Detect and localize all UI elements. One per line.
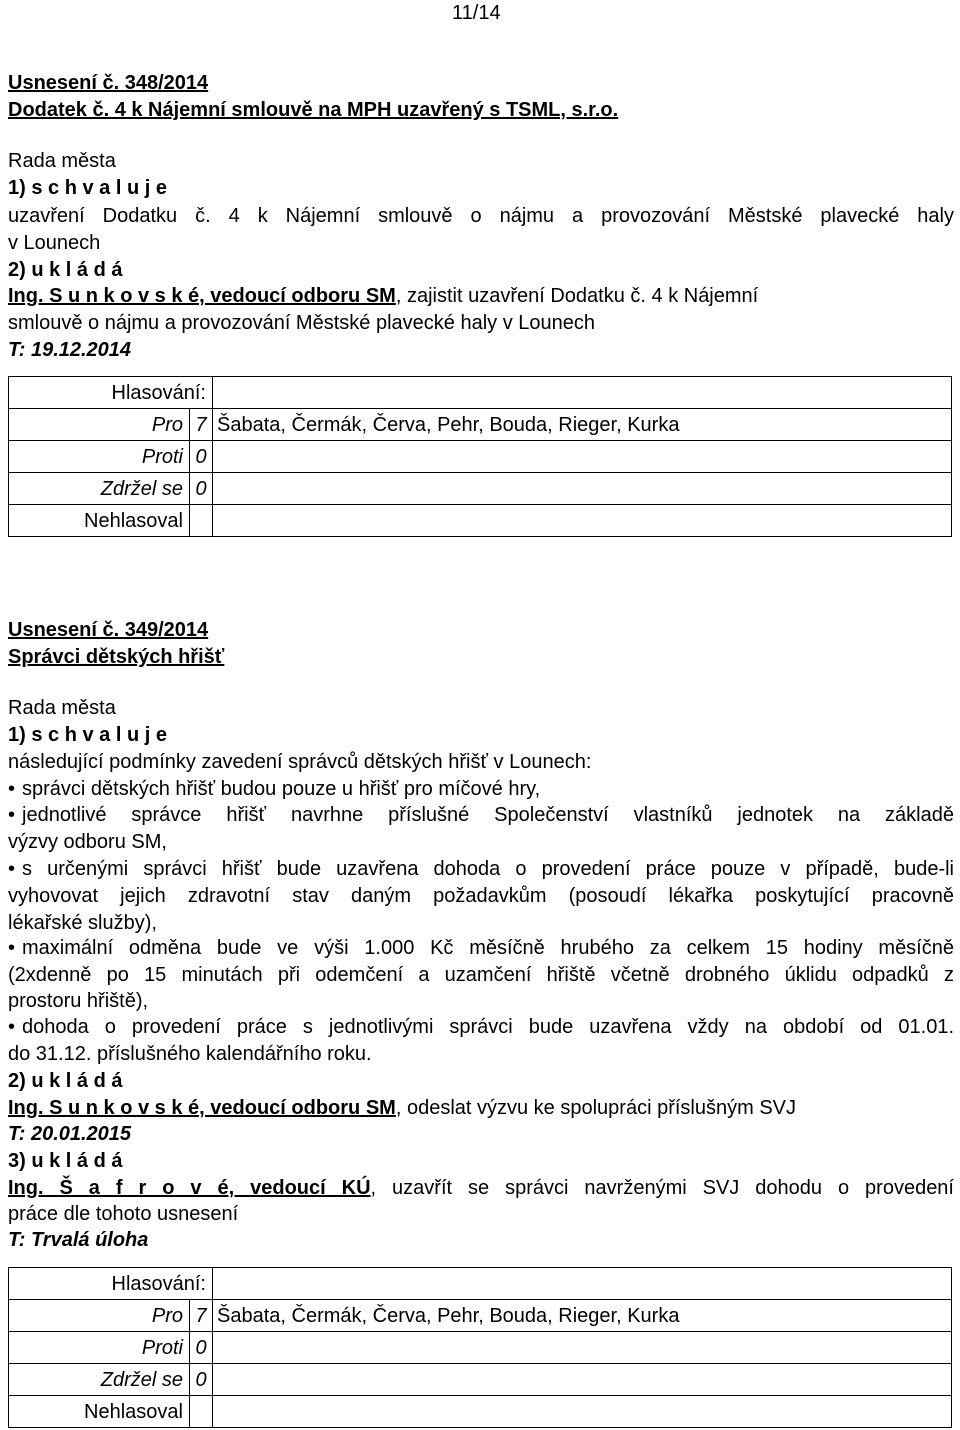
item-text: uzavření Dodatku č. 4 k Nájemní smlouvě o nájmu a provozování Městské plavecké haly: [8, 205, 954, 227]
bullet-icon: •: [8, 804, 16, 826]
page-number: 11/14: [452, 2, 501, 24]
voting-cell: [213, 1332, 952, 1364]
bullet-icon: •: [8, 1016, 16, 1038]
resolution-title: Usnesení č. 349/2014: [8, 619, 209, 641]
list-item: [8, 776, 540, 802]
vote-for-names: Šabata, Čermák, Červa, Pehr, Bouda, Rieger, Kurka: [213, 1300, 952, 1332]
vote-for-label: Pro: [9, 409, 190, 441]
item-text: v Lounech: [8, 232, 101, 254]
list-item-continuation: prostoru hřiště),: [8, 990, 149, 1012]
item-text: následující podmínky zavedení správců dětských hřišť v Lounech:: [8, 751, 592, 773]
responsible-person: Ing. S u n k o v s k é, vedoucí odboru SM: [8, 1097, 396, 1119]
list-item-continuation: vyhovovat jejich zdravotní stav daným požadavkům (posoudí lékařka poskytující pracovně: [8, 885, 954, 907]
item-text: smlouvě o nájmu a provozování Městské plavecké haly v Lounech: [8, 312, 595, 334]
vote-for-label: Pro: [9, 1300, 190, 1332]
list-item-text: maximální odměna bude ve výši 1.000 Kč měsíčně hrubého za celkem 15 hodiny měsíčně: [22, 937, 954, 959]
vote-against-count: 0: [190, 1332, 213, 1364]
vote-for-names: Šabata, Čermák, Červa, Pehr, Bouda, Rieger, Kurka: [213, 409, 952, 441]
responsible-task: , odeslat výzvu ke spolupráci příslušným SVJ: [395, 1097, 797, 1119]
vote-against-label: Proti: [9, 441, 190, 473]
voting-cell: [213, 505, 952, 537]
vote-absent-count: [190, 1396, 213, 1428]
voting-cell: [213, 377, 952, 409]
resolution-title: Usnesení č. 348/2014: [8, 72, 209, 94]
voting-cell: [213, 1364, 952, 1396]
vote-for-count: 7: [190, 409, 213, 441]
item-heading-approves: 1) s c h v a l u j e: [8, 177, 167, 199]
vote-against-label: Proti: [9, 1332, 190, 1364]
responsible-task: , zajistit uzavření Dodatku č. 4 k Nájemní: [395, 285, 759, 307]
list-item-continuation: do 31.12. příslušného kalendářního roku.: [8, 1043, 372, 1065]
vote-absent-label: Nehlasoval: [9, 1396, 190, 1428]
responsible-person: Ing. Š a f r o v é, vedoucí KÚ: [8, 1177, 371, 1199]
item-heading-orders: 2) u k l á d á: [8, 1070, 123, 1092]
council-label: Rada města: [8, 150, 116, 172]
list-item-text: dohoda o provedení práce s jednotlivými správci bude uzavřena vždy na období od 01.01.: [22, 1016, 954, 1038]
deadline: T: 20.01.2015: [8, 1123, 132, 1145]
list-item-continuation: výzvy odboru SM,: [8, 831, 167, 853]
voting-cell: [213, 473, 952, 505]
bullet-icon: •: [8, 937, 16, 959]
list-item-continuation: (2xdenně po 15 minutách při odemčení a uzamčení hřiště včetně drobného úklidu odpadků z: [8, 964, 954, 986]
vote-for-count: 7: [190, 1300, 213, 1332]
list-item-text: jednotlivé správce hřišť navrhne příslušné Společenství vlastníků jednotek na základě: [22, 804, 954, 826]
voting-cell: [213, 441, 952, 473]
deadline: T: Trvalá úloha: [8, 1229, 149, 1251]
resolution-subject: Dodatek č. 4 k Nájemní smlouvě na MPH uzavřený s TSML, s.r.o.: [8, 99, 619, 121]
list-item-text: správci dětských hřišť budou pouze u hřišť pro míčové hry,: [22, 778, 541, 800]
bullet-icon: •: [8, 778, 16, 800]
list-item: [8, 935, 954, 961]
responsible-line: [8, 1175, 954, 1201]
list-item-continuation: lékařské služby),: [8, 912, 157, 934]
vote-abstain-count: 0: [190, 1364, 213, 1396]
deadline: T: 19.12.2014: [8, 339, 132, 361]
responsible-person: Ing. S u n k o v s k é, vedoucí odboru SM: [8, 285, 396, 307]
item-text: práce dle tohoto usnesení: [8, 1203, 239, 1225]
resolution-subject: Správci dětských hřišť: [8, 646, 225, 668]
item-heading-approves: 1) s c h v a l u j e: [8, 724, 167, 746]
vote-abstain-label: Zdržel se: [9, 473, 190, 505]
vote-against-count: 0: [190, 441, 213, 473]
list-item: [8, 1014, 954, 1040]
voting-header: Hlasování:: [9, 1268, 213, 1300]
voting-cell: [213, 1396, 952, 1428]
vote-absent-count: [190, 505, 213, 537]
voting-header: Hlasování:: [9, 377, 213, 409]
responsible-line: [8, 283, 758, 309]
list-item: [8, 856, 954, 882]
bullet-icon: •: [8, 858, 16, 880]
vote-absent-label: Nehlasoval: [9, 505, 190, 537]
list-item-text: s určenými správci hřišť bude uzavřena dohoda o provedení práce pouze v případě, bude-li: [22, 858, 954, 880]
responsible-line: [8, 1095, 796, 1121]
responsible-task: , uzavřít se správci navrženými SVJ dohodu o provedení: [370, 1177, 954, 1199]
council-label: Rada města: [8, 697, 116, 719]
voting-table: [8, 1267, 952, 1428]
list-item: [8, 802, 954, 828]
item-heading-orders: 3) u k l á d á: [8, 1150, 123, 1172]
item-heading-orders: 2) u k l á d á: [8, 259, 123, 281]
vote-abstain-count: 0: [190, 473, 213, 505]
vote-abstain-label: Zdržel se: [9, 1364, 190, 1396]
voting-table: [8, 376, 952, 537]
voting-cell: [213, 1268, 952, 1300]
